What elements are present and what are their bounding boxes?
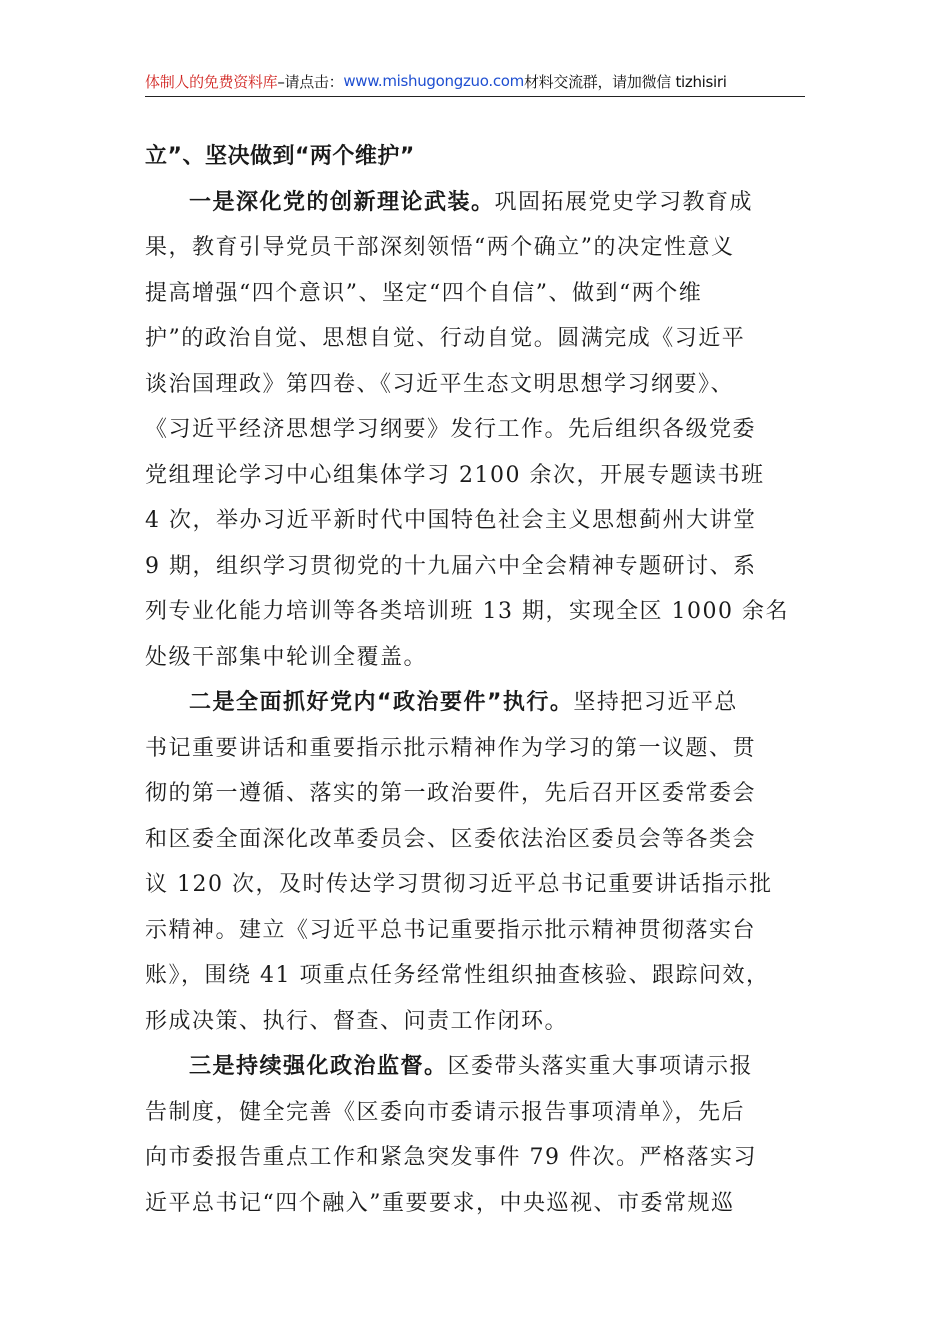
document-body [145,134,805,1226]
paragraph-3-line: 告制度，健全完善《区委向市委请示报告事项清单》，先后 [145,1099,746,1125]
paragraph-1-line: 果，教育引导党员干部深刻领悟“两个确立”的决定性意义 [145,235,735,260]
paragraph-2-line: 形成决策、执行、督查、问责工作闭环。 [145,1008,569,1034]
page-header [145,66,805,96]
paragraph-3-line: 区委带头落实重大事项请示报 [447,1054,754,1079]
paragraph-2-line: 议 120 次，及时传达学习贯彻习近平总书记重要讲话指示批 [145,872,773,897]
header-suffix: 材料交流群，请加微信 tizhisiri [523,72,727,91]
paragraph-1-line: 护”的政治自觉、思想自觉、行动自觉。圆满完成《习近平 [145,326,746,351]
paragraph-2-line: 示精神。建立《习近平总书记重要指示批示精神贯彻落实台 [145,917,757,943]
paragraph-2-line: 坚持把习近平总 [573,690,738,715]
paragraph-2-line: 书记重要讲话和重要指示批示精神作为学习的第一议题、贯 [145,735,757,761]
paragraph-3-lead: 三是持续强化政治监督。 [189,1054,448,1079]
paragraph-3-first-line [145,1044,805,1090]
paragraph-1-line: 《习近平经济思想学习纲要》发行工作。先后组织各级党委 [145,417,757,442]
paragraph-1-line: 巩固拓展党史学习教育成 [494,189,754,215]
continued-heading-line: 立”、坚决做到“两个维护” [145,144,415,169]
paragraph-1-first-line [145,180,805,226]
paragraph-1-line: 9 期，组织学习贯彻党的十九届六中全会精神专题研讨、系 [145,553,757,579]
paragraph-2-line: 账》，围绕 41 项重点任务经常性组织抽查核验、跟踪问效， [145,963,770,988]
paragraph-2-line: 彻的第一遵循、落实的第一政治要件，先后召开区委常委会 [145,781,757,806]
paragraph-3-line: 近平总书记“四个融入”重要要求，中央巡视、市委常规巡 [145,1190,735,1216]
paragraph-1-line: 提高增强“四个意识”、坚定“四个自信”、做到“两个维 [145,280,703,306]
paragraph-1-line: 党组理论学习中心组集体学习 2100 余次，开展专题读书班 [145,462,765,488]
header-divider [145,96,805,97]
header-brand: 体制人的免费资料库 [145,72,278,91]
header-prompt: –请点击： [277,72,344,91]
paragraph-3-line: 向市委报告重点工作和紧急突发事件 79 件次。严格落实习 [145,1145,757,1170]
paragraph-2-lead: 二是全面抓好党内“政治要件”执行。 [189,690,574,715]
paragraph-1-line: 谈治国理政》第四卷、《习近平生态文明思想学习纲要》、 [145,371,735,397]
paragraph-1-line: 列专业化能力培训等各类培训班 13 期，实现全区 1000 余名 [145,599,789,624]
paragraph-1-line: 处级干部集中轮训全覆盖。 [145,644,428,670]
header-url-link[interactable]: www.mishugongzuo.com [343,72,524,90]
paragraph-2-first-line [145,680,805,726]
paragraph-2-line: 和区委全面深化改革委员会、区委依法治区委员会等各类会 [145,826,757,852]
paragraph-1-lead: 一是深化党的创新理论武装。 [189,189,495,215]
paragraph-1-line: 4 次，举办习近平新时代中国特色社会主义思想蓟州大讲堂 [145,508,757,533]
